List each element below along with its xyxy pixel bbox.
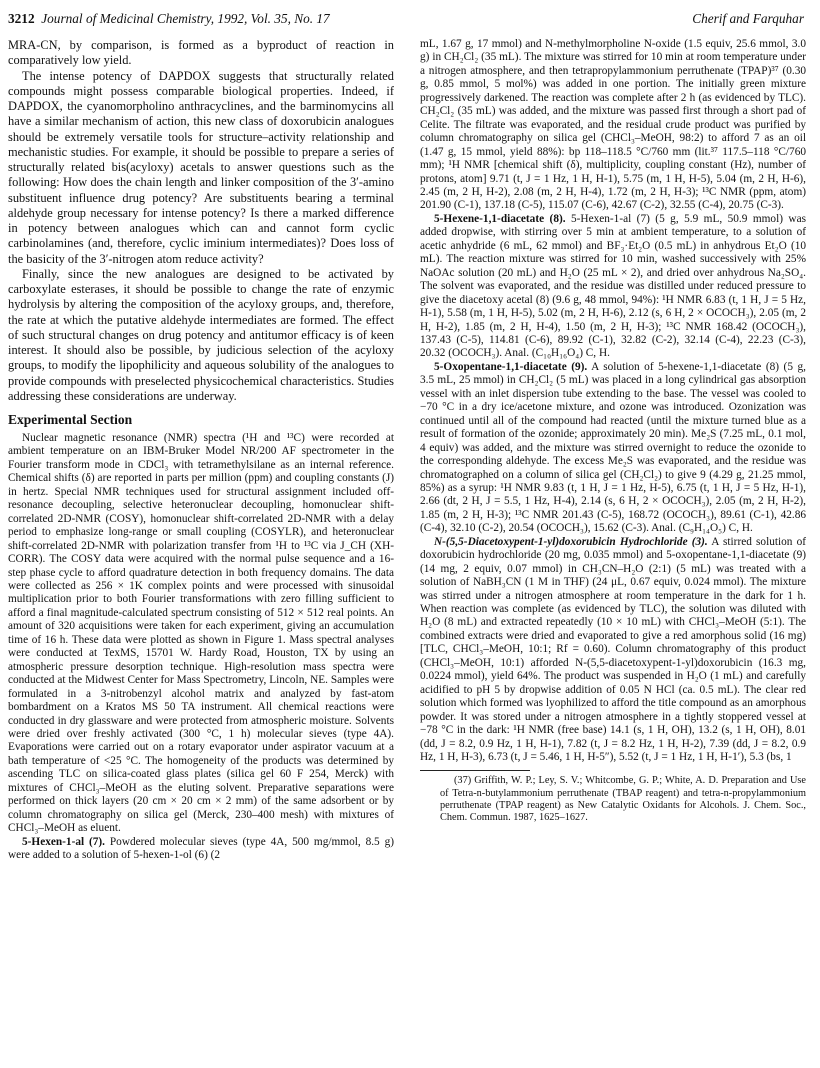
paragraph-oxopentane xyxy=(420,361,806,536)
footnote-divider xyxy=(420,770,530,771)
header-left xyxy=(8,8,330,30)
paragraph-intro-end: MRA-CN, by comparison, is formed as a byproduct of reaction in comparatively low yield. xyxy=(8,38,394,68)
paragraph-diacetate xyxy=(420,213,806,361)
section-heading-experimental: Experimental Section xyxy=(8,412,133,427)
oxopentane-procedure-text: A solution of 5-hexene-1,1-diacetate (8) (5 g, 3.5 mL, 25 mmol) in CH₂Cl₂ (5 mL) was placed in a long cylindrical gas absorption vessel with an inlet dispersion tube extending to the base. The vessel was cooled to −70 °C in a dry ice/acetone mixture, and ozone was introduced. Ozonization was continued until all of the compound had reacted (until the mixture turned blue as a result of formation of the ozonide; approximately 20 min). Me₂S (7.25 mL, 0.1 mol, 4 equiv) was added, and the mixture was stirred overnight to reduce the ozonide to the corresponding aldehyde. The excess Me₂S was evaporated, and the residue was chromatographed on a column of silica gel (CH₂Cl₂) to give 9 (4.29 g, 21.25 mmol, 85%) as a syrup: ¹H NMR 9.83 (t, 1 H, J = 1 Hz, H-5), 6.75 (t, 1 H, J = 5 Hz, H-1), 2.66 (dt, 2 H, J = 5.5, 1 Hz, H-4), 2.14 (s, 6 H, 2 × OCOCH₃), 2.05 (m, 2 H, H-2), 1.85 (m, 2 H, H-3); ¹³C NMR 201.43 (C-5), 168.72 (OCOCH₃), 89.61 (C-1), 42.86 (C-4), 32.10 (C-2), 20.54 (OCOCH₃), 15.62 (C-3). Anal. (C₉H₁₄O₅) C, H. xyxy=(420,360,806,535)
paragraph-hexenal xyxy=(8,836,394,863)
paragraph-hexenal-continued: mL, 1.67 g, 17 mmol) and N-methylmorpholine N-oxide (1.5 equiv, 25.6 mmol, 3.0 g) in CH₂Cl₂ (35 mL). The mixture was stirred for 10 min at room temperature under a nitrogen atmosphere, and then tetrapropylammonium perruthenate (TPAP)³⁷ (0.30 g, 0.85 mmol, 5 mol%) was added in one portion. The initially green mixture progressively darkened. The reaction was complete after 2 h (as evidenced by TLC). CH₂Cl₂ (35 mL) was added, and the mixture was passed first through a short pad of Celite. The filtrate was evaporated, and the residual crude product was purified by column chromatography on silica gel (CHCl₃–MeOH, 98:2) to afford 7 as an oil (1.47 g, 15 mmol, yield 88%): bp 118–118.5 °C/760 mm (lit.³⁷ 117.5–118 °C/760 mm); ¹H NMR [chemical shift (δ), multiplicity, coupling constant (Hz), number of protons, atom] 9.71 (t, J = 1 Hz, 1 H, H-1), 5.75 (m, 1 H, H-5), 5.04 (m, 2 H, H-6), 2.45 (m, 2 H, H-2), 2.08 (m, 2 H, H-4), 1.72 (m, 2 H, H-3); ¹³C NMR (ppm, atom) 201.90 (C-1), 137.18 (C-5), 115.07 (C-6), 42.67 (C-2), 32.55 (C-4), 20.75 (C-3). xyxy=(420,38,806,212)
running-header xyxy=(8,8,804,30)
paragraph-nmr-methods: Nuclear magnetic resonance (NMR) spectra (¹H and ¹³C) were recorded at ambient temperature on an IBM-Bruker Model NR/200 AF spectrometer in the Fourier transform mode in CDCl₃ with tetramethylsilane as an internal reference. Chemical shifts (δ) are reported in parts per million (ppm) and coupling constants (J) in hertz. Special NMR techniques used for structural assignment included off-resonance decoupling, selective heteronuclear decoupling, homonuclear shift-correlated 2D-NMR (COSY), homonuclear shift-correlated 2D-NMR with a delay period to emphasize long-range or small coupling (COSYLR), and heteronuclear shift-correlated 2D-NMR with polarization transfer from ¹H to ¹³C via J_CH (XH-CORR). The COSY data were acquired with the normal pulse sequence and a 16-step phase cycle to afford quadrature detection in both frequency domains. The data were collected as 256 × 1K complex points and were processed with sinusoidal multiplication prior to both Fourier transformations with zero filling sufficient to afford a final magnitude-calculated spectrum consisting of 512 × 512 real points. An amount of 320 acquisitions were taken for each experiment, giving an accumulation time of 16 h. These data were plotted as shown in Figure 1. Mass spectral analyses were conducted at TexMS, 15701 W. Hardy Road, Houston, TX by using an atmospheric pressure desorption technique. High-resolution mass spectra were conducted at the Midwest Center for Mass Spectrometry, Lincoln, NE. Samples were formulated in a 3-nitrobenzyl alcohol matrix and analyzed by fast-atom bombardment on a Kratos MS 50 TA instrument. All chemical reactions were conducted in dry glassware and were protected from atmospheric moisture. Solvents were dried over freshly activated (300 °C, 1 h) molecular sieves (type 4A). Evaporations were carried out on a rotary evaporator under aspirator vacuum at a bath temperature of <25 °C. The homogeneity of the products was determined by ascending TLC on silica-coated glass plates (silica gel 60 F 254, Merck) with mixtures of CHCl₃–MeOH as the eluting solvent. Preparative separations were performed on thick layers (20 cm × 20 cm × 2 mm) of the same adsorbent or by column chromatography on silica gel (Merck, 230–400 mesh) with mixtures of CHCl₃–MeOH as eluent. xyxy=(8,432,394,835)
page-number: 3212 xyxy=(8,11,35,26)
footnote-reference-37: (37) Griffith, W. P.; Ley, S. V.; Whitcombe, G. P.; White, A. D. Preparation and Use of Tetra-n-butylammonium perruthenate (TBAP reagent) and tetra-n-propylammonium perruthenate (TPAP reagent) as New Catalytic Oxidants for Alcohols. J. Chem. Soc., Chem. Commun. 1987, 1625–1627. xyxy=(440,775,806,824)
diacetate-procedure-text: 5-Hexen-1-al (7) (5 g, 5.9 mL, 50.9 mmol) was added dropwise, with stirring over 5 min at ambient temperature, to a solution of acetic anhydride (6 mL, 62 mmol) and BF₃·Et₂O (0.5 mL) in anhydrous Et₂O (10 mL). The reaction mixture was stirred for 10 min, washed successively with 25% NaOAc solution (20 mL) and H₂O (25 mL × 2), and dried over anhydrous Na₂SO₄. The solvent was evaporated, and the residue was distilled under reduced pressure to give the diacetoxy acetal (8) (9.6 g, 48 mmol, 94%): ¹H NMR 6.83 (t, 1 H, J = 5 Hz, H-1), 5.58 (m, 1 H, H-5), 5.02 (m, 2 H, H-6), 2.12 (s, 6 H, 2 × OCOCH₃), 2.05 (m, 2 H, H-2), 1.85 (m, 2 H, H-4), 1.50 (m, 2 H, H-3); ¹³C NMR 168.42 (OCOCH₃), 137.43 (C-5), 114.81 (C-6), 89.92 (C-1), 32.82 (C-2), 32.14 (C-4), 22.23 (C-3), 20.32 (OCOCH₃). Anal. (C₁₀H₁₆O₄) C, H. xyxy=(420,212,807,360)
doxorubicin-procedure-text: A stirred solution of doxorubicin hydrochloride (20 mg, 0.035 mmol) and 5-oxopentane-1,1-diacetate (9) (14 mg, 2 equiv, 0.07 mmol) in CH₃CN–H₂O (2:1) (5 mL) was treated with a solution of NaBH₃CN (1 M in THF) (24 μL, 0.67 equiv, 0.024 mmol). The mixture was stirred under a nitrogen atmosphere at room temperature in the dark for 1 h. When reaction was complete (as evidenced by TLC), the solution was diluted with H₂O (8 mL) and extracted repeatedly (10 × 10 mL) with CHCl₃–MeOH (5:1). The combined extracts were dried and evaporated to give a red amorphous solid (16 mg) [TLC, CHCl₃–MeOH, 10:1; Rf = 0.60). Column chromatography of this product (CHCl₃–MeOH, 10:1) afforded N-(5,5-diacetoxypent-1-yl)doxorubicin (16.3 mg, 0.0224 mmol), yield 64%. The product was suspended in H₂O (1 mL) and carefully acidified to pH 5 by dropwise addition of 0.05 N HCl (ca. 0.5 mL). The clear red solution which formed was lyophilized to afford the title compound as an amorphous powder. It was stored under a nitrogen atmosphere in a tightly stoppered vessel at −78 °C in the dark: ¹H NMR (free base) 14.1 (s, 1 H, OH), 13.2 (s, 1 H, OH), 8.01 (dd, J = 8.2, 0.9 Hz, 1 H, H-1), 7.82 (t, J = 8.2 Hz, 1 H, H-2), 7.39 (dd, J = 8.2, 0.9 Hz, 1 H, H-3), 6.73 (t, J = 5.46, 1 H, H-5″), 5.52 (t, J = 1 Hz, 1 H, H-1′), 5.3 (bs, 1 xyxy=(420,535,807,764)
paragraph-potency: The intense potency of DAPDOX suggests that structurally related compounds might possess comparable biological properties. Indeed, if DAPDOX, the cyanomorpholino anthracyclines, and the barminomycins all have a similar mechanism of action, this new class of doxorubicin analogues should be extremely versatile tools for structure–activity relationship and mechanistic studies. For example, it should be possible to prepare a series of structurally related bis(acyloxy) acetals to answer questions such as the following: How does the chain length and linker composition of the 3′-amino substituent influence drug potency? Are substituents bearing a terminal aldehyde group necessary for intense potency? Is there a marked difference in potency between analogues which can and cannot form cyclic carbinolamines (and, therefore, cyclic iminium intermediates)? Does loss of the basicity of the 3′-nitrogen atom reduce activity? xyxy=(8,68,394,266)
compound-heading-hexenal: 5-Hexen-1-al (7). xyxy=(22,835,105,848)
hexenal-procedure-text: Powdered molecular sieves (type 4A, 500 mg/mmol, 8.5 g) were added to a solution of 5-hexen-1-ol (6) (2 xyxy=(8,835,394,862)
compound-heading-diacetate: 5-Hexene-1,1-diacetate (8). xyxy=(434,212,566,225)
header-authors: Cherif and Farquhar xyxy=(692,11,804,26)
paragraph-finally: Finally, since the new analogues are designed to be activated by carboxylate esterases, it should be possible to change the rate of enzymic hydrolysis by altering the composition of the acyloxy groups, and, therefore, the rate at which the putative aldehyde intermediates are formed. The effect of such structural changes on drug potency and antitumor efficacy is of keen interest. It should also be possible, by judicious selection of the acyloxy groups, to modify the lipophilicity and aqueous solubility of the analogues to provide compounds with preselected physicochemical characteristics. Studies addressing these considerations are underway. xyxy=(8,266,394,403)
compound-heading-oxopentane: 5-Oxopentane-1,1-diacetate (9). xyxy=(434,360,588,373)
journal-citation: Journal of Medicinal Chemistry, 1992, Vol. 35, No. 17 xyxy=(41,11,330,26)
compound-heading-doxorubicin: N-(5,5-Diacetoxypent-1-yl)doxorubicin Hydrochloride (3). xyxy=(434,535,708,548)
paragraph-doxorubicin xyxy=(420,536,806,765)
left-column xyxy=(8,38,394,863)
right-column xyxy=(420,38,806,824)
